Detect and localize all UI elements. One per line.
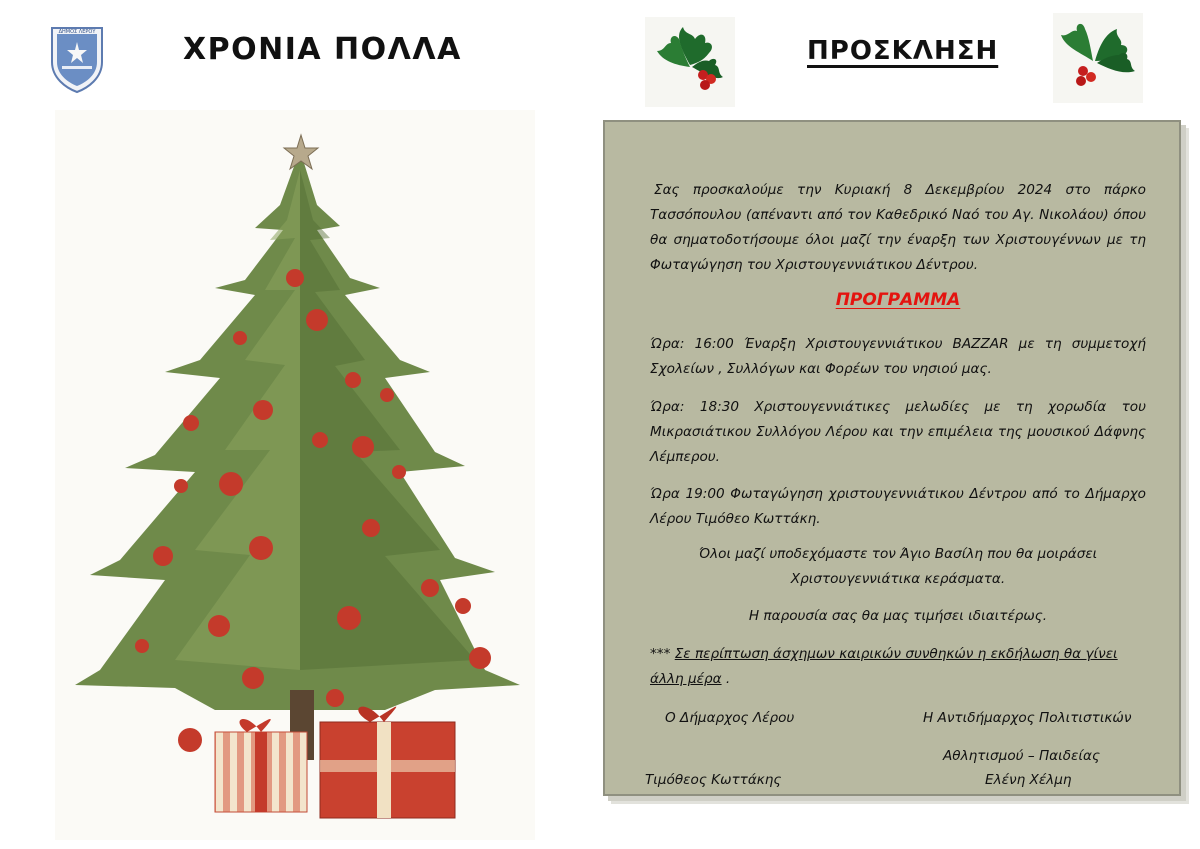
holly-icon (645, 17, 735, 107)
deputy-mayor-title: Η Αντιδήμαρχος Πολιτιστικών (923, 710, 1132, 726)
weather-note (650, 642, 1146, 692)
crest-text: ΔΗΜΟΣ ΛΕΡΟΥ (58, 29, 96, 35)
program-item-3: Ώρα 19:00 Φωταγώγηση χριστουγεννιάτικου Δέντρου από το Δήμαρχο Λέρου Τιμόθεο Κωττάκη. (650, 486, 1146, 527)
invitation-card (603, 120, 1181, 796)
santa-note: Όλοι μαζί υποδεχόμαστε τον Άγιο Βασίλη που θα μοιράσει Χριστουγεννιάτικα κεράσματα. (698, 546, 1098, 587)
weather-suffix: . (721, 671, 731, 687)
weather-text: Σε περίπτωση άσχημων καιρικών συνθηκών η εκδήλωση θα γίνει άλλη μέρα (650, 646, 1118, 687)
program-title: ΠΡΟΓΡΑΜΜΑ (835, 290, 961, 310)
gift-boxes (215, 707, 455, 818)
greeting-title: ΧΡΟΝΙΑ ΠΟΛΛΑ (183, 32, 462, 67)
weather-prefix: *** (650, 646, 671, 662)
holly-icon (1053, 13, 1143, 103)
deputy-mayor-name: Ελένη Χέλμη (985, 772, 1072, 788)
deputy-mayor-title-2: Αθλητισμού – Παιδείας (943, 748, 1100, 764)
mayor-title: Ο Δήμαρχος Λέρου (665, 710, 795, 726)
honor-note: Η παρουσία σας θα μας τιμήσει ιδιαιτέρως. (748, 608, 1048, 624)
invitation-title: ΠΡΟΣΚΛΗΣΗ (807, 36, 999, 66)
mayor-name: Τιμόθεος Κωττάκης (645, 772, 782, 788)
invitation-intro: Σας προσκαλούμε την Κυριακή 8 Δεκεμβρίου 2024 στο πάρκο Τασσόπουλου (απέναντι από τον Καθεδρικό Ναό του Αγ. Νικολάου) όπου θα σηματοδοτήσουμε όλοι μαζί την έναρξη των Χριστουγέννων με τη Φωταγώγηση του Χριστουγεννιάτικου Δέντρου. (650, 182, 1146, 273)
municipality-crest-icon (48, 24, 106, 94)
program-item-2: Ώρα: 18:30 Χριστουγεννιάτικες μελωδίες με τη χορωδία του Μικρασιάτικου Συλλόγου Λέρου και την επιμέλεια της μουσικού Δάφνης Λέμπερου. (650, 399, 1146, 465)
program-item-1: Ώρα: 16:00 Έναρξη Χριστουγεννιάτικου BAZZAR με τη συμμετοχή Σχολείων , Συλλόγων και Φορέων του νησιού μας. (650, 336, 1146, 377)
christmas-tree-illustration (55, 110, 535, 840)
